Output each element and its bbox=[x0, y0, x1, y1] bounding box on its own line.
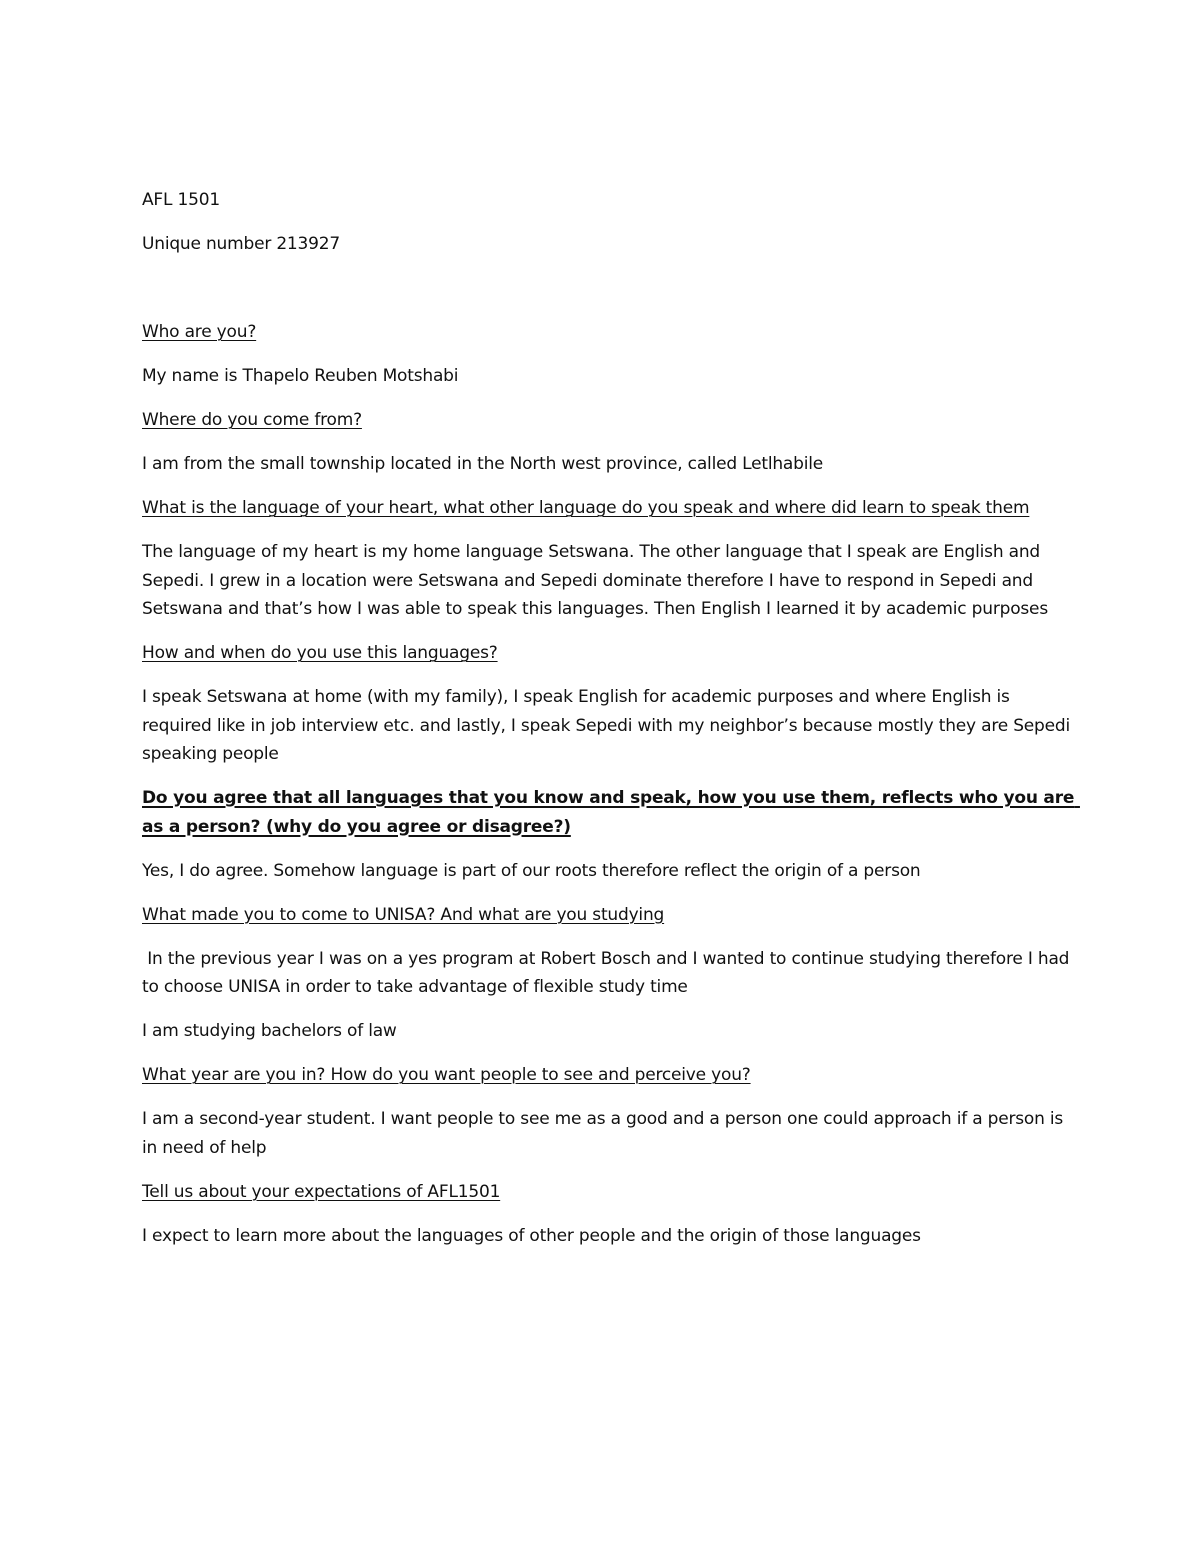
question-year-perceive: What year are you in? How do you want people to see and perceive you? bbox=[142, 1065, 751, 1085]
question-how-when-use: How and when do you use this languages? bbox=[142, 643, 498, 663]
blank-line bbox=[142, 274, 1077, 318]
question-who-are-you: Who are you? bbox=[142, 322, 257, 342]
question-why-unisa: What made you to come to UNISA? And what are you studying bbox=[142, 904, 665, 925]
question-where-from: Where do you come from? bbox=[142, 410, 362, 430]
answer-year-perceive: I am a second-year student. I want people to see me as a good and a person one could approach if a person is in need of help bbox=[142, 1109, 1069, 1158]
course-code: AFL 1501 bbox=[142, 190, 220, 210]
answer-where-from: I am from the small township located in the North west province, called Letlhabile bbox=[142, 454, 824, 474]
question-languages-reflect: Do you agree that all languages that you know and speak, how you use them, reflects who you are as a person? (why do you agree or disagree?) bbox=[142, 788, 1080, 837]
answer-why-unisa: In the previous year I was on a yes program at Robert Bosch and I wanted to continue studying therefore I had to choose UNISA in order to take advantage of flexible study time bbox=[142, 948, 1075, 997]
answer-how-when-use: I speak Setswana at home (with my family), I speak English for academic purposes and where English is required like in job interview etc. and lastly, I speak Sepedi with my neighbor’s because mostly they are Sepedi speaking people bbox=[142, 687, 1076, 764]
answer-who-are-you: My name is Thapelo Reuben Motshabi bbox=[142, 366, 459, 386]
question-expectations: Tell us about your expectations of AFL1501 bbox=[142, 1181, 501, 1202]
question-language-of-heart: What is the language of your heart, what other language do you speak and where did learn to speak them bbox=[142, 498, 1030, 518]
answer-language-of-heart: The language of my heart is my home language Setswana. The other language that I speak are English and Sepedi. I grew in a location were Setswana and Sepedi dominate therefore I have to respond in Sepedi and Setswana and that’s how I was able to speak this languages. Then English I learned it by academic purposes bbox=[142, 542, 1048, 619]
answer-expectations: I expect to learn more about the languages of other people and the origin of those languages bbox=[142, 1225, 921, 1246]
answer-languages-reflect: Yes, I do agree. Somehow language is part of our roots therefore reflect the origin of a person bbox=[142, 860, 921, 881]
document-body bbox=[142, 186, 1080, 1266]
answer-studying: I am studying bachelors of law bbox=[142, 1021, 397, 1041]
unique-number: Unique number 213927 bbox=[142, 234, 341, 254]
